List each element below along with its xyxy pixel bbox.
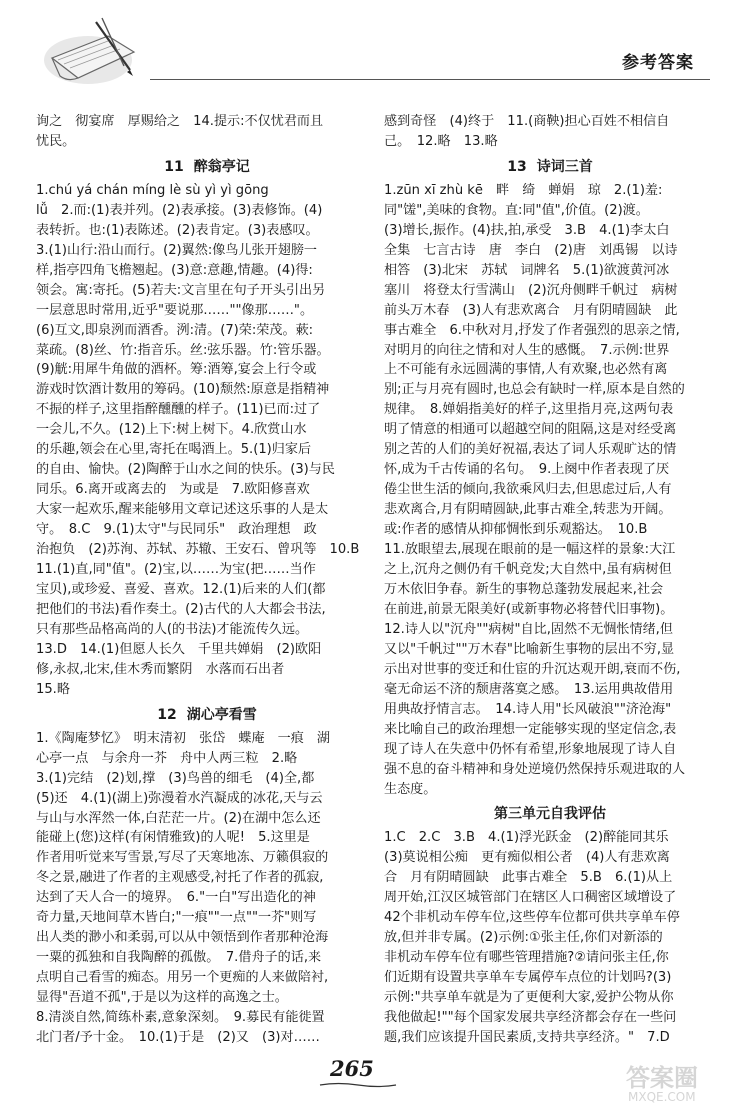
text-line: 领会。寓:寄托。(5)若夫:文言里在句子开头引出另 (36, 282, 326, 298)
section-heading (36, 706, 378, 725)
text-line: 表转折。也:(1)表陈述。(2)表肯定。(3)表感叹。 (36, 222, 319, 238)
text-line: 作者用听觉来写雪景,写尽了天寒地冻、万籁俱寂的 (36, 850, 329, 866)
text-line: 1.zūn xī zhù kē 畔 绮 蝉娟 琼 2.(1)羞: (384, 182, 663, 198)
right-column (384, 112, 716, 1048)
section-number: 12 (157, 706, 177, 723)
section-heading (384, 805, 716, 824)
text-line: 把他们的书法)看作奏土。(2)古代的人大都会书法, (36, 601, 326, 617)
section-body (384, 828, 716, 1047)
text-line: 13.D 14.(1)但愿人长久 千里共婵娟 (2)欧阳 (36, 641, 322, 657)
section-title: 醉翁亭记 (193, 158, 250, 175)
text-line: 奇力量,天地间草木皆白;"一痕""一点""一芥"则写 (36, 910, 317, 926)
text-line: 点明自己看雪的痴态。用另一个更痴的人来做陪衬, (36, 970, 329, 986)
section-title: 诗词三首 (536, 158, 593, 175)
text-line: 1.《陶庵梦忆》 明末清初 张岱 蝶庵 一痕 湖 (36, 730, 331, 746)
text-line: 规律。 8.婵娟指美好的样子,这里指月亮,这两句表 (384, 402, 674, 418)
text-line: 相答 (3)北宋 苏轼 词牌名 5.(1)欲渡黄河冰 (384, 262, 670, 278)
text-line: 放,但并非专属。(2)示例:①张主任,你们对新添的 (384, 930, 663, 946)
text-line: 用典故抒情言志。 14.诗人用"长风破浪""济沧海" (384, 701, 672, 717)
text-line: 示出对世事的变迁和仕宦的升沉达观开朗,衰而不伤, (384, 661, 681, 677)
text-line: (3)增长,振作。(4)扶,拍,承受 3.B 4.(1)李太白 (384, 222, 670, 238)
section-title: 湖心亭看雪 (186, 706, 257, 723)
text-line: 同"馐",美味的食物。直:同"值",价值。(2)渡。 (384, 202, 649, 218)
section-number: 13 (507, 158, 527, 175)
text-line: 们近期有设置共享单车专属停车点位的计划吗?(3) (384, 970, 672, 986)
text-line: 出人类的渺小和柔弱,可以从中领悟到作者那种沧海 (36, 930, 329, 946)
page-header-title: 参考答案 (622, 53, 694, 73)
page-number-underline (318, 1082, 398, 1088)
text-line: 周开始,江汉区城管部门在辖区人口稠密区域增设了 (384, 890, 677, 906)
text-line: (9)觥:用犀牛角做的酒杯。筹:酒筹,宴会上行令或 (36, 362, 317, 378)
text-line: 忧民。 (36, 133, 76, 149)
text-line: 塞川 将登太行雪满山 (2)沉舟侧畔千帆过 病树 (384, 282, 678, 298)
text-line: (3)莫说相公痴 更有痴似相公者 (4)人有悲欢离 (384, 850, 670, 866)
page-number: 265 (330, 1056, 374, 1081)
text-line: 大家一起欢乐,醒来能够用文章记述这乐事的人是太 (36, 502, 329, 518)
text-line: 一粟的孤独和自我陶醉的孤傲。 7.借舟子的话,来 (36, 950, 322, 966)
section-number: 11 (164, 158, 184, 175)
text-line: 的乐趣,领会在心里,寄托在喝酒上。5.(1)归家后 (36, 442, 312, 458)
text-line: 倦尘世生活的倾向,我欲乘风归去,但思虑过后,人有 (384, 482, 672, 498)
text-line: 非机动车停车位有哪些管理措施?②请问张主任,你 (384, 950, 669, 966)
text-line: 题,我们应该提升国民素质,支持共享经济。" 7.D (384, 1029, 670, 1045)
text-line: 北门者/予十金。 10.(1)于是 (2)又 (3)对…… (36, 1029, 320, 1045)
text-line: 修,永叔,北宋,佳木秀而繁阴 水落而石出者 (36, 661, 285, 677)
text-line: 治抱负 (2)苏洵、苏轼、苏辙、王安石、曾巩等 10.B (36, 542, 360, 558)
text-line: 示例:"共享单车就是为了更便利大家,爱护公物从你 (384, 990, 674, 1006)
text-line: 11.(1)直,同"值"。(2)宝,以……为宝(把……当作 (36, 562, 316, 578)
text-line: 前头万木春 (3)人有悲欢离合 月有阴晴圆缺 此 (384, 302, 678, 318)
section-title: 第三单元自我评估 (494, 806, 606, 823)
text-line: 之上,沉舟之侧仍有千帆竞发;大自然中,虽有病树但 (384, 562, 672, 578)
text-line: lǚ 2.而:(1)表并列。(2)表承接。(3)表修饰。(4) (36, 202, 323, 218)
section-body (36, 181, 378, 700)
text-line: 与山与水浑然一体,白茫茫一片。(2)在湖中怎么还 (36, 810, 321, 826)
text-line: 悲欢离合,月有阴晴圆缺,此事古难全,转悲为开阔。 (384, 502, 672, 518)
text-line: 只有那些品格高尚的人(的书法)才能流传久远。 (36, 621, 309, 637)
text-line: 万木依旧争春。新生的事物总蓬勃发展起来,社会 (384, 581, 664, 597)
text-line: 冬之景,融进了作者的主观感受,衬托了作者的孤寂, (36, 870, 324, 886)
text-line: 明了情意的相通可以超越空间的阻隔,这是对经受离 (384, 422, 677, 438)
text-line: 全集 七言古诗 唐 李白 (2)唐 刘禹锡 以诗 (384, 242, 678, 258)
text-line: 菜疏。(8)丝、竹:指音乐。丝:弦乐器。竹:管乐器。 (36, 342, 330, 358)
text-line: 15.略 (36, 681, 70, 697)
text-line: 一会儿,不久。(12)上下:树上树下。4.欣赏山水 (36, 422, 307, 438)
text-line: 现了诗人在失意中仍怀有希望,形象地展现了诗人自 (384, 741, 677, 757)
text-line: 又以"千帆过""万木春"比喻新生事物的层出不穷,显 (384, 641, 675, 657)
text-line: 42个非机动车停车位,这些停车位都可供共享单车停 (384, 910, 680, 926)
text-line: 强不息的奋斗精神和身处逆境仍然保持乐观进取的人 (384, 761, 686, 777)
text-line: 别之苦的人们的美好祝福,表达了词人乐观旷达的情 (384, 442, 677, 458)
text-line: 守。 8.C 9.(1)太守"与民同乐" 政治理想 政 (36, 522, 317, 538)
text-line: 毫无命运不济的颓唐落寞之感。 13.运用典故借用 (384, 681, 674, 697)
text-line: 1.chú yá chán míng lè sù yì yì gōng (36, 182, 269, 198)
watermark-text: 答案圈 (626, 1064, 698, 1092)
text-line: (6)互文,即泉洌而酒香。洌:清。(7)荣:荣茂。蔌: (36, 322, 314, 338)
text-line: 达到了天人合一的境界。 6."一白"写出造化的神 (36, 890, 316, 906)
watermark-url: MXQE.COM (628, 1090, 696, 1104)
section-heading (36, 158, 378, 177)
text-line: 来比喻自己的政治理想一定能够实现的坚定信念,表 (384, 721, 677, 737)
text-line: 对明月的向往之情和对人生的感慨。 7.示例:世界 (384, 342, 670, 358)
text-line: 显得"吾道不孤",于是以为这样的高逸之士。 (36, 990, 288, 1006)
text-line: 不振的样子,这里指醉醺醺的样子。(11)已而:过了 (36, 402, 321, 418)
text-line: 样,指亭四角飞檐翘起。(3)意:意趣,情趣。(4)得: (36, 262, 313, 278)
text-line: 己。 12.略 13.略 (384, 133, 498, 149)
text-line: 合 月有阴晴圆缺 此事古难全 5.B 6.(1)从上 (384, 870, 673, 886)
scroll-and-pen-icon (38, 8, 148, 90)
text-line: 宝贝),或珍爱、喜爱、喜欢。12.(1)后来的人们(都 (36, 581, 326, 597)
section-heading (384, 158, 716, 177)
text-line: 上不可能有永远圆满的事情,人有欢聚,也必然有离 (384, 362, 668, 378)
text-line: 生态度。 (384, 781, 437, 797)
left-column (36, 112, 378, 1048)
text-line: 怀,成为千古传诵的名句。 9.上阕中作者表现了厌 (384, 462, 670, 478)
text-line: 游戏时饮酒计数用的筹码。(10)颓然:原意是指精神 (36, 382, 330, 398)
text-line: 11.放眼望去,展现在眼前的是一幅这样的景象:大江 (384, 542, 676, 558)
watermark-logo (618, 1060, 738, 1104)
text-line: 1.C 2.C 3.B 4.(1)浮光跃金 (2)醉能同其乐 (384, 830, 669, 846)
header-rule (150, 79, 710, 80)
text-line: 或:作者的感情从抑郁惆怅到乐观豁达。 10.B (384, 522, 648, 538)
section-body (36, 729, 378, 1048)
text-line: 能碰上(您)这样(有闲情雅致)的人呢! 5.这里是 (36, 830, 310, 846)
text-line: 感到奇怪 (4)终于 11.(商鞅)担心百姓不相信自 (384, 114, 670, 129)
text-line: (5)还 4.(1)(湖上)弥漫着水汽凝成的冰花,天与云 (36, 790, 323, 806)
text-line: 别;正与月亮有圆时,也总会有缺时一样,原本是自然的 (384, 382, 685, 398)
text-line: 在前进,前景无限美好(或新事物必将替代旧事物)。 (384, 601, 674, 617)
text-line: 8.清淡自然,简练朴素,意象深刻。 9.募民有能徙置 (36, 1010, 325, 1026)
text-line: 询之 彻宴席 厚赐给之 14.提示:不仅忧君而且 (36, 114, 324, 129)
text-line: 事古难全 6.中秋对月,抒发了作者强烈的思亲之情, (384, 322, 680, 338)
section-body (384, 181, 716, 800)
text-line: 3.(1)山行:沿山而行。(2)翼然:像鸟儿张开翅膀一 (36, 242, 318, 258)
text-line: 一层意思时常用,近乎"要说那……""像那……"。 (36, 302, 314, 318)
text-line: 12.诗人以"沉舟""病树"自比,固然不无惆怅情绪,但 (384, 621, 673, 637)
text-line: 同乐。6.离开或离去的 为或是 7.欧阳修喜欢 (36, 482, 310, 498)
text-line: 我他做起!""每个国家发展共享经济都会存在一些问 (384, 1010, 677, 1026)
text-line: 的自由、愉快。(2)陶醉于山水之间的快乐。(3)与民 (36, 462, 335, 478)
text-line: 3.(1)完结 (2)划,撑 (3)鸟兽的细毛 (4)全,都 (36, 770, 315, 786)
text-line: 心亭一点 与余舟一芥 舟中人两三粒 2.略 (36, 750, 298, 766)
